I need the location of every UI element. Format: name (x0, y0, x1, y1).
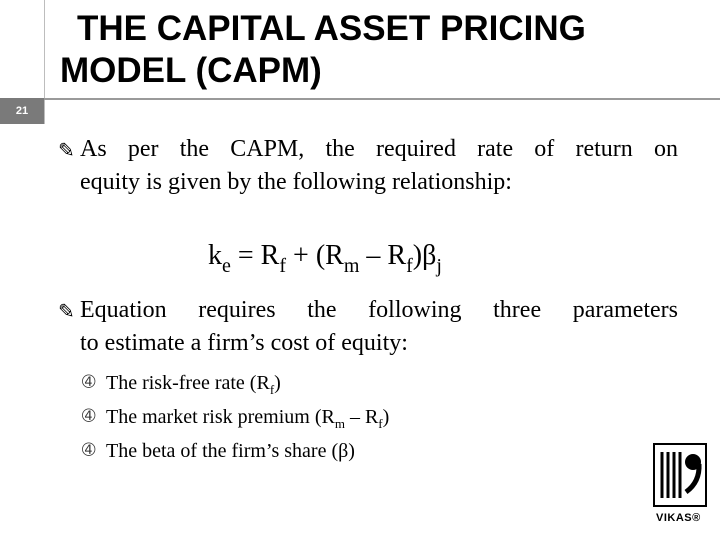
list-item-text: The beta of the firm’s share (β) (106, 440, 355, 462)
four-bullet-icon: ➃ (82, 374, 96, 391)
list-item-text: The market risk premium (R (106, 406, 335, 428)
list-item-sub-2: f (378, 416, 383, 431)
equation-sub-e: e (222, 255, 231, 277)
parameter-list (82, 368, 389, 470)
slide-title (60, 8, 710, 92)
slide-title-line-1: THE CAPITAL ASSET PRICING (77, 9, 586, 48)
list-item-tail: ) (382, 406, 390, 428)
paragraph-capm-line-1: As per the CAPM, the required rate of return on (80, 136, 678, 162)
header-vertical-line (44, 0, 45, 124)
four-bullet-icon: ➃ (82, 408, 96, 425)
list-item (82, 368, 389, 402)
paragraph-parameters-line-1: Equation requires the following three parameters (80, 297, 678, 323)
header-rule (44, 98, 720, 100)
equation-sub-m: m (343, 255, 360, 277)
list-item-mid: – R (344, 406, 379, 428)
list-item-text: The risk-free rate (R (106, 372, 270, 394)
equation-eq: = R (237, 240, 280, 271)
equation-k: k (208, 240, 222, 271)
paragraph-parameters (58, 294, 678, 360)
four-bullet-icon: ➃ (82, 442, 96, 459)
equation-close: )β (412, 240, 437, 271)
equation-sub-f2: f (406, 255, 413, 277)
paragraph-parameters-line-2: to estimate a firm’s cost of equity: (80, 330, 408, 356)
equation-sub-j: j (436, 255, 442, 277)
equation-sub-f1: f (279, 255, 287, 277)
slide-number: 21 (0, 98, 44, 124)
vikas-logo-text: VIKAS® (656, 512, 701, 524)
list-item-sub: m (334, 416, 345, 431)
equation-minus: – R (366, 240, 407, 271)
list-item-sub: f (269, 382, 275, 397)
list-item (82, 436, 389, 470)
list-item (82, 402, 389, 436)
paragraph-capm-line-2: equity is given by the following relationship: (80, 169, 512, 195)
capm-equation (208, 240, 442, 278)
equation-plus: + (R (293, 240, 344, 271)
list-item-tail: ) (274, 372, 281, 394)
paragraph-capm (58, 133, 678, 199)
pencil-bullet-icon: ✎ (58, 301, 75, 323)
pencil-bullet-icon: ✎ (58, 140, 75, 162)
slide-title-line-2: MODEL (CAPM) (60, 51, 322, 90)
